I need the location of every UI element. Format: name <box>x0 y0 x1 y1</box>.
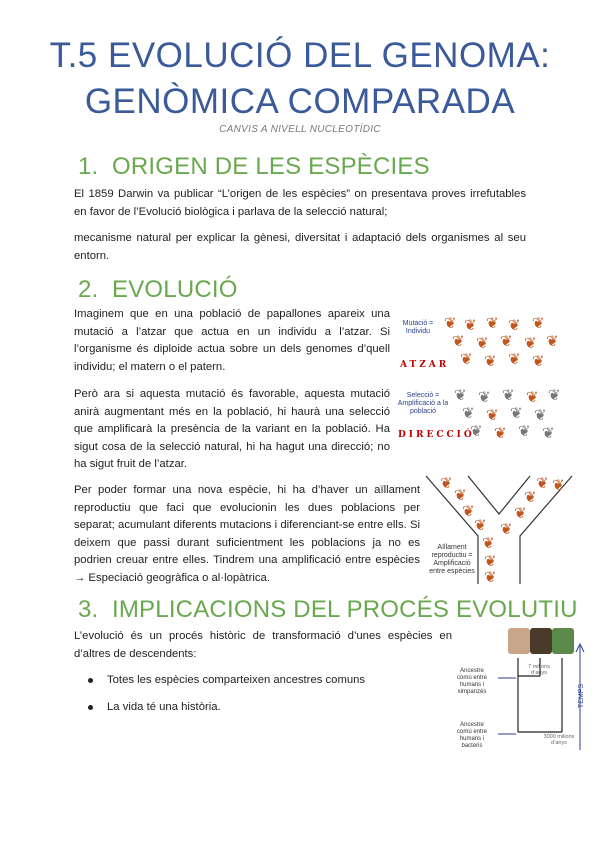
section2-paragraph3: Per poder formar una nova espècie, hi ha d’haver un aïllament reproductiu que faci que evolucionin les dues poblacions per separat; acumulant diferents mutacions i diferenciant-se entre ells. Si deixem que passi durant suficientment les poblacions ja no es podrien creuar entre elles. Tindrem una amplificació entre espècies → Especiació geogràfica o al·lopàtrica. <box>74 484 420 584</box>
butterfly-icon: ❦ <box>474 517 487 534</box>
phylogeny-figure <box>452 628 588 756</box>
mutation-figure <box>396 314 566 376</box>
human-ancestor-label: Ancestre comú entre humans i ximpanzés <box>456 668 487 695</box>
butterfly-icon: ❦ <box>470 423 483 440</box>
list-item: Totes les espècies comparteixen ancestres comuns <box>88 674 365 686</box>
bacteria-ancestor-label: Ancestre comú entre humans i bacteris <box>456 722 487 749</box>
butterfly-icon: ❦ <box>532 315 545 332</box>
page-subtitle: CANVIS A NIVELL NUCLEOTÍDIC <box>219 124 381 135</box>
butterfly-icon: ❦ <box>524 335 537 352</box>
butterfly-icon: ❦ <box>452 333 465 350</box>
time-axis-label: TEMPS <box>578 683 585 709</box>
butterfly-icon: ❦ <box>534 407 547 424</box>
butterfly-icon: ❦ <box>518 423 531 440</box>
butterfly-icon: ❦ <box>454 487 467 504</box>
isolation-label: Aïllament reproductiu = Amplificació entre espècies <box>429 544 475 575</box>
selection-figure <box>396 386 566 446</box>
butterfly-icon: ❦ <box>532 353 545 370</box>
butterfly-icon: ❦ <box>502 387 515 404</box>
section2-heading: 2. EVOLUCIÓ <box>78 276 238 303</box>
butterfly-icon: ❦ <box>526 389 539 406</box>
butterfly-icon: ❦ <box>514 505 527 522</box>
butterfly-icon: ❦ <box>486 315 499 332</box>
butterfly-icon: ❦ <box>500 521 513 538</box>
mutation-label: Mutació = Individu <box>402 320 434 335</box>
butterfly-icon: ❦ <box>484 353 497 370</box>
butterfly-icon: ❦ <box>476 335 489 352</box>
butterfly-icon: ❦ <box>500 333 513 350</box>
bullet-icon <box>88 678 93 683</box>
butterfly-icon: ❦ <box>484 569 497 586</box>
section3-paragraph1: L’evolució és un procés històric de transformació d’unes espècies en d’altres de descendents: <box>74 630 452 660</box>
butterfly-icon: ❦ <box>484 553 497 570</box>
section1-heading: 1. ORIGEN DE LES ESPÈCIES <box>78 153 430 180</box>
butterfly-icon: ❦ <box>508 317 521 334</box>
section2-paragraph1: Imaginem que en una població de papallones apareix una mutació a l’atzar que actua en un individu a l’atzar. Si l’organisme és diploide actua sobre un dels genomes d’quell individu; el matern o el patern. <box>74 308 390 373</box>
butterfly-icon: ❦ <box>494 425 507 442</box>
butterfly-icon: ❦ <box>508 351 521 368</box>
section2-paragraph2: Però ara si aquesta mutació és favorable, aquesta mutació anirà augmentant més en la població, hi haurà una selecció que amplificarà la presència de la variant en la població. Ha sigut cosa de la selecció natural, hi ha hagut una direcció; no ha sigut fruit de l’atzar. <box>74 388 390 470</box>
butterfly-icon: ❦ <box>542 425 555 442</box>
page-title-line1: T.5 EVOLUCIÓ DEL GENOMA: <box>49 36 551 75</box>
butterfly-icon: ❦ <box>464 317 477 334</box>
butterfly-icon: ❦ <box>444 315 457 332</box>
butterfly-icon: ❦ <box>524 489 537 506</box>
butterfly-icon: ❦ <box>486 407 499 424</box>
butterfly-icon: ❦ <box>546 333 559 350</box>
butterfly-icon: ❦ <box>482 535 495 552</box>
butterfly-icon: ❦ <box>510 405 523 422</box>
page-title-line2: GENÒMICA COMPARADA <box>84 82 516 121</box>
bullet-icon <box>88 705 93 710</box>
section1-paragraph1: El 1859 Darwin va publicar “L’origen de les espècies” on presentava proves irrefutables en favor de l’Evolució biològica i parlava de la selecció natural; <box>74 188 526 218</box>
butterfly-icon: ❦ <box>552 477 565 494</box>
section3-heading: 3. IMPLICACIONS DEL PROCÉS EVOLUTIU <box>78 596 578 623</box>
section1-paragraph2: mecanisme natural per explicar la gènesi, diversitat i adaptació dels organismes al seu entorn. <box>74 232 526 262</box>
butterfly-icon: ❦ <box>454 387 467 404</box>
time-label-2: 3000 milions d’anys <box>543 734 575 746</box>
butterfly-icon: ❦ <box>462 405 475 422</box>
selection-label: Selecció = Amplificació a la població <box>397 392 449 415</box>
direccio-word: DIRECCIÓ <box>398 430 475 440</box>
butterfly-icon: ❦ <box>462 503 475 520</box>
list-item: La vida té una història. <box>88 701 221 713</box>
butterfly-icon: ❦ <box>548 387 561 404</box>
atzar-word: ATZAR <box>400 360 450 370</box>
time-label-1: 7 milions d’anys <box>528 664 550 676</box>
butterfly-icon: ❦ <box>440 475 453 492</box>
butterfly-icon: ❦ <box>460 351 473 368</box>
speciation-figure <box>424 474 574 586</box>
butterfly-icon: ❦ <box>536 475 549 492</box>
butterfly-icon: ❦ <box>478 389 491 406</box>
